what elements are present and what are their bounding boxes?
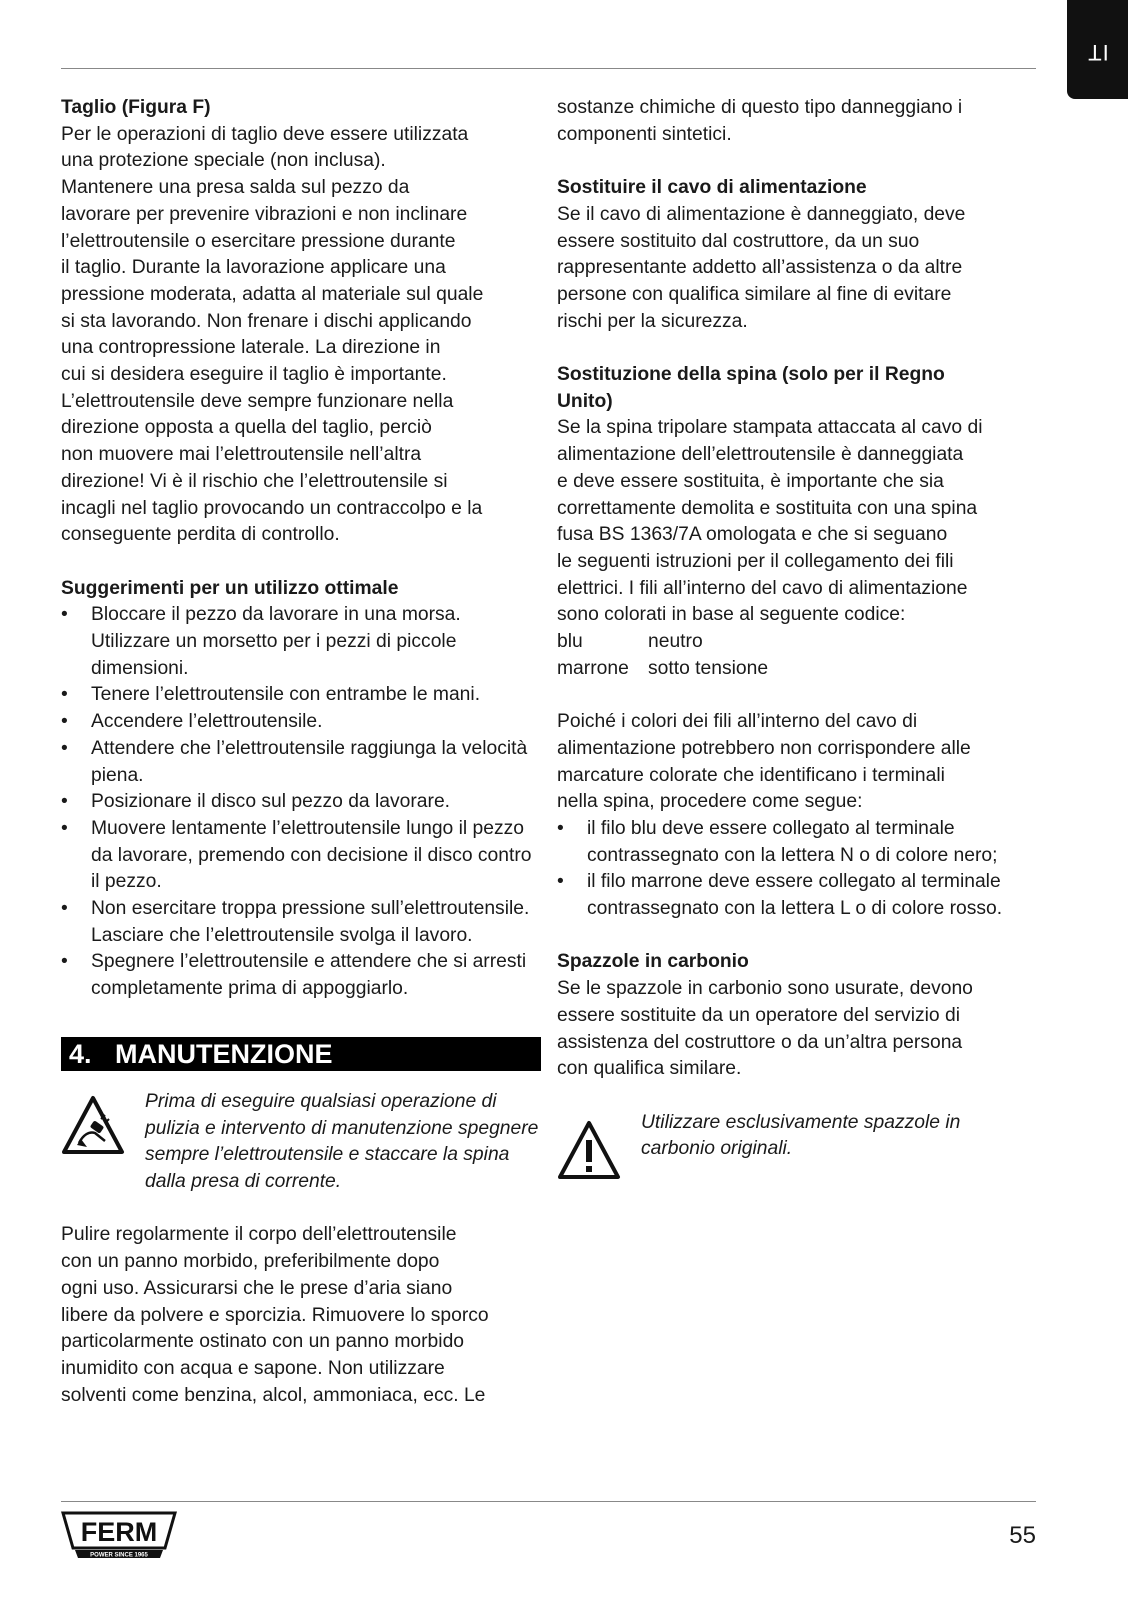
text-line: rischi per la sicurezza. (557, 310, 748, 332)
text-line: L’elettroutensile deve sempre funzionare nella (61, 390, 454, 412)
text-line: persone con qualifica similare al fine di evitare (557, 283, 952, 305)
cutting-heading: Taglio (Figura F) (61, 97, 211, 118)
list-item: • Posizionare il disco sul pezzo da lavorare. (61, 789, 541, 816)
wire-rules-list (557, 816, 1037, 923)
continued-paragraph (557, 95, 1037, 148)
header-rule (61, 68, 1036, 69)
text-line: conseguente perdita di controllo. (61, 524, 340, 546)
text-line: incagli nel taglio provocando un contraccolpo e la (61, 497, 483, 519)
text-line: alimentazione potrebbero non corrispondere alle (557, 737, 971, 759)
text-line: Se le spazzole in carbonio sono usurate, devono (557, 978, 973, 1000)
warning-icon (557, 1110, 641, 1189)
list-item: • Spegnere l’elettroutensile e attendere che si arresti completamente prima di appoggiarlo. (61, 949, 541, 1002)
text-line: il taglio. Durante la lavorazione applicare una (61, 257, 446, 279)
wire-row (557, 656, 1037, 683)
cable-paragraph (557, 202, 1037, 336)
page-number: 55 (1009, 1522, 1036, 1549)
section-title: MANUTENZIONE (115, 1038, 333, 1069)
text-line: l’elettroutensile o esercitare pressione durante (61, 230, 456, 252)
heading-line: Unito) (557, 390, 613, 412)
text-line: elettrici. I fili all’interno del cavo di alimentazione (557, 577, 968, 599)
wire-meaning: neutro (648, 631, 703, 653)
text-line: fusa BS 1363/7A omologata e che si seguano (557, 524, 948, 546)
list-item: • Bloccare il pezzo da lavorare in una morsa. Utilizzare un morsetto per i pezzi di piccole dimensioni. (61, 602, 541, 682)
colors-paragraph (557, 709, 1037, 816)
text-line: si sta lavorando. Non frenare i dischi applicando (61, 310, 472, 332)
text-line: non muovere mai l’elettroutensile nell’altra (61, 444, 422, 466)
list-item: • Tenere l’elettroutensile con entrambe le mani. (61, 682, 541, 709)
text-line: rappresentante addetto all’assistenza o da altre (557, 257, 963, 279)
text-line: direzione opposta a quella del taglio, perciò (61, 417, 432, 439)
text-line: sostanze chimiche di questo tipo danneggiano i (557, 97, 963, 118)
section-number: 4. (69, 1038, 92, 1069)
list-item: • Attendere che l’elettroutensile raggiunga la velocità piena. (61, 736, 541, 789)
text-line: marcature colorate che identificano i terminali (557, 764, 945, 786)
text-line: Poiché i colori dei fili all’interno del cavo di (557, 711, 918, 733)
unplug-warning-icon (61, 1089, 145, 1164)
text-line: alimentazione dell’elettroutensile è danneggiata (557, 444, 964, 466)
heading-line: Sostituzione della spina (solo per il Regno (557, 364, 945, 385)
wire-color: marrone (557, 657, 629, 679)
text-line: direzione! Vi è il rischio che l’elettroutensile si (61, 470, 448, 492)
warning-text: Prima di eseguire qualsiasi operazione di pulizia e intervento di manutenzione spegnere sempre l’elettroutensile e staccare la spina dalla presa di corrente. (145, 1090, 539, 1192)
text-line: con qualifica similare. (557, 1058, 742, 1080)
text-line: assistenza del costruttore o da un’altra persona (557, 1031, 963, 1053)
list-item: • Accendere l’elettroutensile. (61, 709, 541, 736)
text-line: nella spina, procedere come segue: (557, 791, 863, 813)
text-line: Pulire regolarmente il corpo dell’elettroutensile (61, 1224, 457, 1246)
text-line: cui si desidera eseguire il taglio è importante. (61, 364, 447, 386)
list-item: • Muovere lentamente l’elettroutensile lungo il pezzo da lavorare, premendo con decisione il disco contro il pezzo. (61, 816, 541, 896)
cable-heading: Sostituire il cavo di alimentazione (557, 177, 867, 199)
list-item: • Non esercitare troppa pressione sull’elettroutensile. Lasciare che l’elettroutensile svolga il lavoro. (61, 896, 541, 949)
cleaning-paragraph (61, 1222, 541, 1409)
text-line: libere da polvere e sporcizia. Rimuovere lo sporco (61, 1304, 489, 1326)
language-tab (1067, 0, 1128, 99)
text-line: le seguenti istruzioni per il collegamento dei fili (557, 550, 954, 572)
text-line: essere sostituite da un operatore del servizio di (557, 1004, 960, 1026)
ferm-logo (61, 1510, 177, 1565)
text-line: pressione moderata, adatta al materiale sul quale (61, 283, 484, 305)
text-line: Per le operazioni di taglio deve essere utilizzata (61, 123, 469, 145)
brushes-warning (557, 1110, 1037, 1189)
text-line: una protezione speciale (non inclusa). (61, 150, 386, 172)
text-line: componenti sintetici. (557, 123, 732, 145)
cutting-paragraph (61, 122, 541, 549)
logo-tagline: POWER SINCE 1965 (90, 1552, 148, 1559)
text-line: correttamente demolita e sostituita con una spina (557, 497, 978, 519)
text-line: sono colorati in base al seguente codice: (557, 604, 906, 626)
plug-paragraph (557, 415, 1037, 629)
tips-heading: Suggerimenti per un utilizzo ottimale (61, 577, 399, 599)
plug-heading (557, 362, 1037, 415)
logo-brand: FERM (80, 1517, 158, 1547)
section-header (61, 1037, 541, 1071)
list-item: • il filo marrone deve essere collegato al terminale contrassegnato con la lettera L o di colore rosso. (557, 869, 1037, 922)
text-line: lavorare per prevenire vibrazioni e non inclinare (61, 203, 468, 225)
maintenance-warning (61, 1089, 541, 1196)
text-line: e deve essere sostituita, è importante che sia (557, 470, 944, 492)
wire-color: blu (557, 631, 583, 653)
text-line: Se la spina tripolare stampata attaccata al cavo di (557, 417, 983, 439)
text-line: essere sostituito dal costruttore, da un suo (557, 230, 920, 252)
text-line: Mantenere una presa salda sul pezzo da (61, 177, 410, 199)
footer-rule (61, 1501, 1036, 1502)
wire-color-table (557, 629, 1037, 682)
text-line: particolarmente ostinato con un panno morbido (61, 1331, 465, 1353)
text-line: Se il cavo di alimentazione è danneggiato, deve (557, 203, 966, 225)
wire-meaning: sotto tensione (648, 657, 769, 679)
warning-text: Utilizzare esclusivamente spazzole in carbonio originali. (641, 1111, 961, 1160)
right-column (557, 95, 1037, 1188)
text-line: inumidito con acqua e sapone. Non utilizzare (61, 1357, 445, 1379)
text-line: con un panno morbido, preferibilmente dopo (61, 1251, 440, 1273)
tips-list (61, 602, 541, 1003)
language-code: IT (1086, 40, 1109, 65)
brushes-heading: Spazzole in carbonio (557, 951, 749, 973)
list-item: • il filo blu deve essere collegato al terminale contrassegnato con la lettera N o di colore nero; (557, 816, 1037, 869)
wire-row (557, 629, 1037, 656)
text-line: una contropressione laterale. La direzione in (61, 337, 441, 359)
brushes-paragraph (557, 976, 1037, 1083)
text-line: solventi come benzina, alcol, ammoniaca, ecc. Le (61, 1384, 486, 1406)
text-line: ogni uso. Assicurarsi che le prese d’aria siano (61, 1277, 453, 1299)
left-column (61, 95, 541, 1409)
